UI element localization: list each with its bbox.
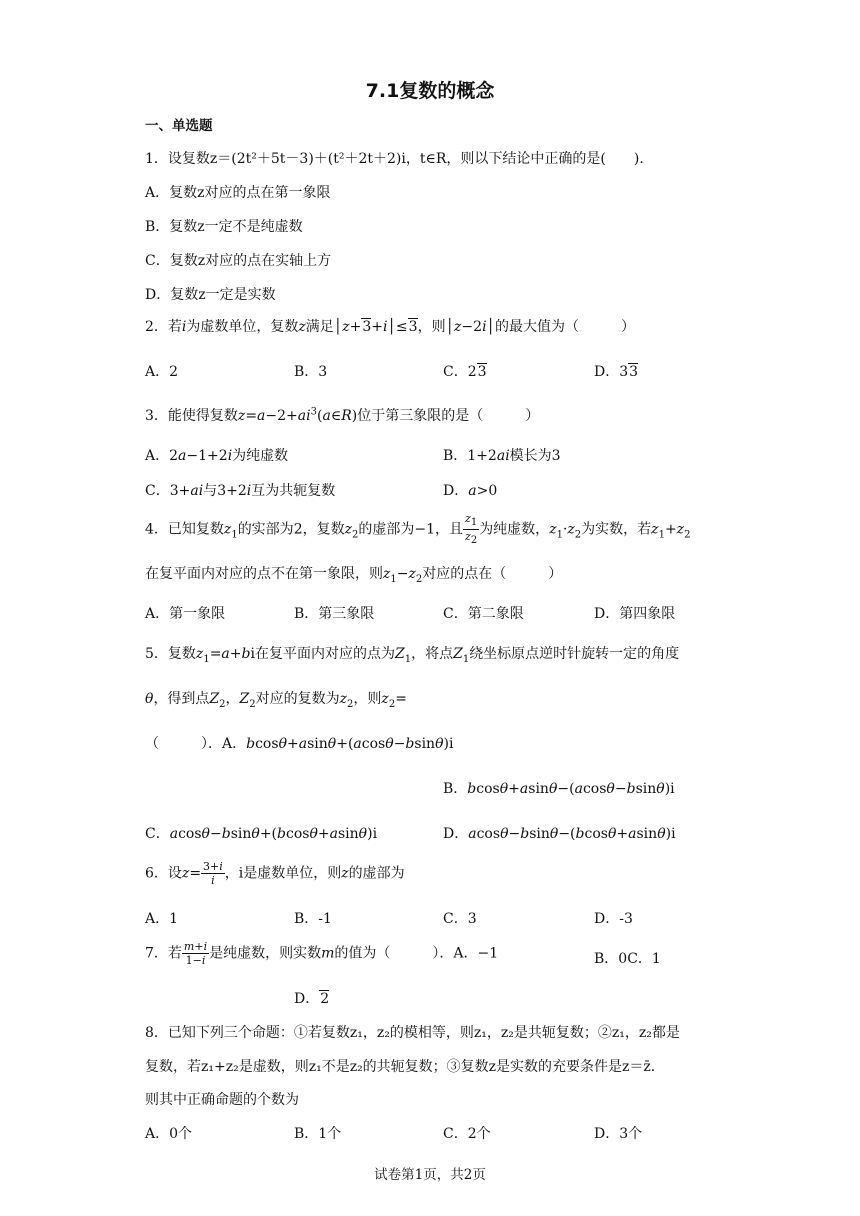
question-8-line1: 8．已知下列三个命题：①若复数z₁，z₂的模相等，则z₁，z₂是共轭复数；②z₁，z₂都是 [145, 1025, 680, 1041]
question-6-option-c: C．3 [443, 911, 477, 927]
question-5-option-b: B．bcosθ+asinθ−(acosθ−bsinθ)i [443, 781, 675, 797]
question-2-stem: 2．若i为虚数单位，复数z满足│z+3+i│≤3，则│z−2i│的最大值为（ ） [145, 319, 635, 335]
section-heading: 一、单选题 [145, 118, 213, 134]
question-5-option-d: D．acosθ−bsinθ−(bcosθ+asinθ)i [443, 826, 676, 842]
question-7-stem: 7．若 $\frac{m+i}{1-i}$ 是纯虚数，则实数m的值为（ ）．A．−1 [145, 940, 499, 967]
page-footer: 试卷第1页，共2页 [374, 1167, 486, 1183]
question-1-option-d: D．复数z一定是实数 [145, 287, 276, 303]
question-1-stem: 1．设复数z＝(2t²＋5t－3)＋(t²＋2t＋2)i，t∈R，则以下结论中正确的是( ). [145, 151, 644, 167]
question-2-option-c: C．23 [443, 364, 487, 380]
page-title: 7.1复数的概念 [365, 80, 495, 102]
question-3-option-c: C．3+ai与3+2i互为共轭复数 [145, 483, 336, 499]
question-3-stem: 3．能使得复数$z=a-2+ai^3(a\in R)$位于第三象限的是（ ） [145, 406, 540, 424]
question-3-option-d: D．a>0 [443, 483, 498, 499]
question-7-option-d: D．2 [294, 991, 330, 1007]
question-6-option-a: A．1 [145, 911, 179, 927]
question-2-option-a: A．2 [145, 364, 179, 380]
question-8-line3: 则其中正确命题的个数为 [145, 1092, 299, 1108]
question-7-option-b: B．0C．1 [594, 951, 661, 967]
question-8-option-d: D．3个 [594, 1126, 643, 1142]
question-5-option-c: C．acosθ−bsinθ+(bcosθ+asinθ)i [145, 826, 378, 842]
question-2-option-b: B．3 [294, 364, 328, 380]
question-8-option-a: A．0个 [145, 1126, 193, 1142]
question-5-option-a: （ ）．A．bcosθ+asinθ+(acosθ−bsinθ)i [145, 736, 454, 752]
question-5-stem-line1: 5．复数$z_1=a+bi$在复平面内对应的点为$Z_1$，将点$Z_1$绕坐标原点逆时针旋转一定的角度 [145, 646, 680, 665]
question-6-option-d: D．-3 [594, 911, 633, 927]
question-4-option-d: D．第四象限 [594, 606, 676, 622]
question-1-option-b: B．复数z一定不是纯虚数 [145, 219, 303, 235]
question-4-option-b: B．第三象限 [294, 606, 375, 622]
question-8-line2: 复数，若z₁+z₂是虚数，则z₁不是z₂的共轭复数；③复数z是实数的充要条件是z＝z̄． [145, 1059, 665, 1075]
question-2-option-d: D．33 [594, 364, 639, 380]
question-4-option-a: A．第一象限 [145, 606, 226, 622]
question-1-option-a: A．复数z对应的点在第一象限 [145, 185, 331, 201]
question-8-option-b: B．1个 [294, 1126, 342, 1142]
question-4-stem-line2: 在复平面内对应的点不在第一象限，则$z_1-z_2$对应的点在（ ） [145, 566, 563, 585]
question-8-option-c: C．2个 [443, 1126, 491, 1142]
question-4-option-c: C．第二象限 [443, 606, 524, 622]
question-3-option-a: A．2a−1+2i为纯虚数 [145, 448, 289, 464]
question-6-stem: 6．设z= $\frac{3+i}{i}$ ，i是虚数单位，则z的虚部为 [145, 860, 405, 887]
question-5-stem-line2: θ，得到点$Z_2$，$Z_2$对应的复数为$z_2$，则$z_2=$ [145, 691, 407, 710]
question-4-stem-line1: 4．已知复数$z_1$的实部为2，复数$z_2$的虚部为−1，且 $\frac{z_1}{z_2}$ 为纯虚数，$z_1\cdot z_2$为实数，若$z_1+z_2$ [145, 512, 691, 547]
question-1-option-c: C．复数z对应的点在实轴上方 [145, 253, 332, 269]
question-3-option-b: B．1+2ai模长为3 [443, 448, 561, 464]
question-6-option-b: B．-1 [294, 911, 332, 927]
